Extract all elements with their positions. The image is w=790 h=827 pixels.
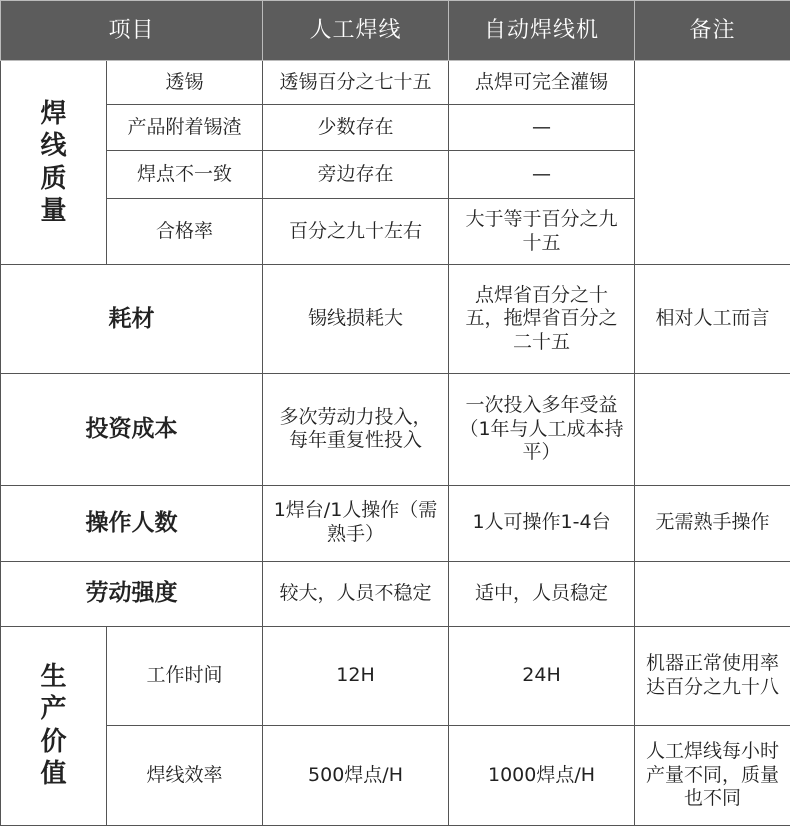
group-char: 值 — [40, 759, 67, 790]
item-cell: 合格率 — [107, 199, 263, 265]
item-cell: 透锡 — [107, 61, 263, 105]
item-cell: 焊点不一致 — [107, 151, 263, 199]
auto-cell: 1000焊点/H — [449, 725, 635, 825]
auto-cell: 点焊可完全灌锡 — [449, 61, 635, 105]
table-row — [1, 265, 790, 374]
manual-cell: 500焊点/H — [263, 725, 449, 825]
note-cell-empty — [635, 61, 790, 265]
note-cell: 相对人工而言 — [635, 265, 790, 374]
group-char: 价 — [40, 726, 67, 757]
note-cell — [635, 374, 790, 485]
auto-cell: 24H — [449, 626, 635, 725]
table-row — [1, 626, 790, 725]
item-cell: 焊线效率 — [107, 725, 263, 825]
manual-cell: 较大，人员不稳定 — [263, 561, 449, 626]
group-char: 焊 — [40, 98, 67, 129]
item-cell: 产品附着锡渣 — [107, 105, 263, 151]
header-auto: 自动焊线机 — [449, 1, 635, 61]
note-cell: 无需熟手操作 — [635, 485, 790, 561]
auto-cell: — — [449, 105, 635, 151]
table-row — [1, 374, 790, 485]
auto-cell: 适中，人员稳定 — [449, 561, 635, 626]
header-note: 备注 — [635, 1, 790, 61]
group-weld-quality — [1, 61, 107, 265]
auto-cell: 1人可操作1-4台 — [449, 485, 635, 561]
group-char: 产 — [40, 694, 67, 725]
note-cell — [635, 561, 790, 626]
header-item: 项目 — [1, 1, 263, 61]
manual-cell: 透锡百分之七十五 — [263, 61, 449, 105]
auto-cell: — — [449, 151, 635, 199]
manual-cell: 12H — [263, 626, 449, 725]
auto-cell: 大于等于百分之九十五 — [449, 199, 635, 265]
table-row — [1, 561, 790, 626]
manual-cell: 少数存在 — [263, 105, 449, 151]
table-row — [1, 725, 790, 825]
auto-cell: 点焊省百分之十五，拖焊省百分之 二十五 — [449, 265, 635, 374]
group-char: 生 — [40, 661, 67, 692]
item-cell: 劳动强度 — [1, 561, 263, 626]
group-char: 线 — [40, 131, 67, 162]
group-char: 质 — [40, 163, 67, 194]
table-row — [1, 61, 790, 105]
header-manual: 人工焊线 — [263, 1, 449, 61]
item-cell: 耗材 — [1, 265, 263, 374]
item-cell: 操作人数 — [1, 485, 263, 561]
note-cell: 机器正常使用率达百分之九十八 — [635, 626, 790, 725]
manual-cell: 旁边存在 — [263, 151, 449, 199]
manual-cell: 多次劳动力投入，每年重复性投入 — [263, 374, 449, 485]
header-row — [1, 1, 790, 61]
group-char: 量 — [40, 196, 67, 227]
auto-cell: 一次投入多年受益（1年与人工成本持平） — [449, 374, 635, 485]
table-row — [1, 485, 790, 561]
note-cell: 人工焊线每小时产量不同，质量也不同 — [635, 725, 790, 825]
manual-cell: 1焊台/1人操作（需熟手） — [263, 485, 449, 561]
item-cell: 投资成本 — [1, 374, 263, 485]
manual-cell: 锡线损耗大 — [263, 265, 449, 374]
item-cell: 工作时间 — [107, 626, 263, 725]
group-production-value — [1, 626, 107, 825]
manual-cell: 百分之九十左右 — [263, 199, 449, 265]
